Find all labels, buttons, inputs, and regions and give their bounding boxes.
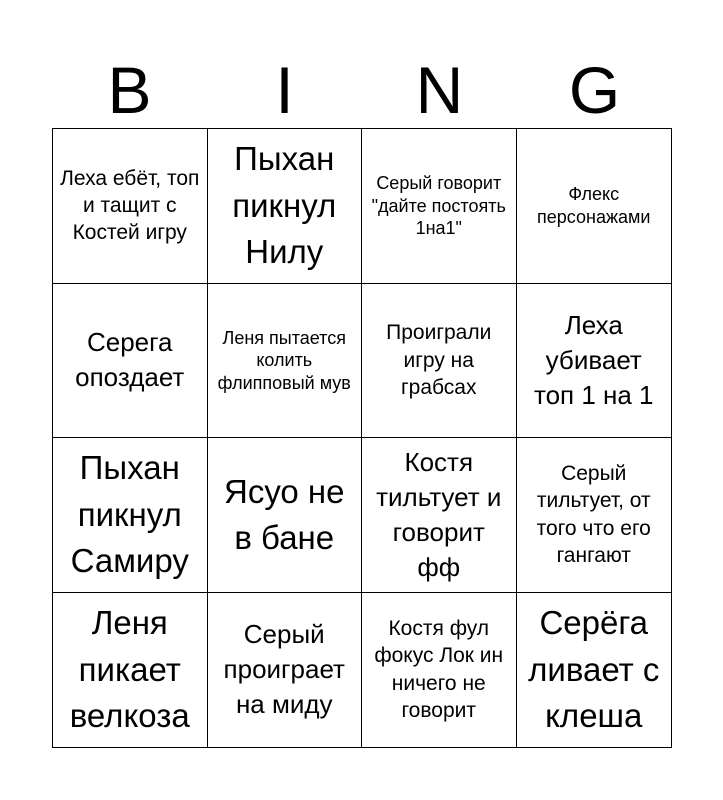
cell-text: Леня пытается колить флипповый мув xyxy=(217,327,351,393)
bingo-cell-r1-c2[interactable] xyxy=(208,129,363,284)
bingo-cell-r1-c4[interactable] xyxy=(517,129,672,284)
bingo-cell-r4-c4[interactable] xyxy=(517,593,672,748)
cell-text: Серёга ливает с клеша xyxy=(528,604,660,734)
cell-text: Костя фул фокус Лок ин ничего не говорит xyxy=(374,617,504,723)
cell-text: Серый тильтует, от того что его гангают xyxy=(536,462,651,568)
cell-text: Ясуо не в бане xyxy=(223,472,345,556)
bingo-header xyxy=(52,52,672,128)
bingo-cell-r1-c3[interactable] xyxy=(362,129,517,284)
cell-text: Леха убивает топ 1 на 1 xyxy=(533,309,654,410)
cell-text: Серый говорит "дайте постоять 1на1" xyxy=(371,173,506,238)
header-letter-g: G xyxy=(568,53,621,127)
bingo-cell-r2-c4[interactable] xyxy=(517,284,672,439)
cell-text: Пыхан пикнул Нилу xyxy=(232,140,337,270)
cell-text: Леня пикает велкоза xyxy=(69,604,190,734)
cell-text: Пыхан пикнул Самиру xyxy=(70,449,189,579)
bingo-cell-r2-c2[interactable] xyxy=(208,284,363,439)
bingo-cell-r3-c4[interactable] xyxy=(517,438,672,593)
bingo-cell-r3-c3[interactable] xyxy=(362,438,517,593)
cell-text: Костя тильтует и говорит фф xyxy=(376,446,502,582)
bingo-cell-r2-c3[interactable] xyxy=(362,284,517,439)
bingo-cell-r4-c2[interactable] xyxy=(208,593,363,748)
bingo-board xyxy=(52,128,672,748)
cell-text: Проиграли игру на грабсах xyxy=(386,321,492,399)
cell-text: Леха ебёт, топ и тащит с Костей игру xyxy=(60,166,200,245)
header-letter-i: I xyxy=(275,53,294,127)
bingo-cell-r2-c1[interactable] xyxy=(53,284,208,439)
header-letter-b: B xyxy=(107,53,152,127)
cell-text: Флекс персонажами xyxy=(537,184,651,227)
bingo-cell-r1-c1[interactable] xyxy=(53,129,208,284)
bingo-cell-r4-c3[interactable] xyxy=(362,593,517,748)
bingo-cell-r4-c1[interactable] xyxy=(53,593,208,748)
bingo-cell-r3-c1[interactable] xyxy=(53,438,208,593)
bingo-cell-r3-c2[interactable] xyxy=(208,438,363,593)
cell-text: Серега опоздает xyxy=(75,327,185,393)
header-letter-n: N xyxy=(415,53,464,127)
cell-text: Серый проиграет на миду xyxy=(223,619,345,720)
